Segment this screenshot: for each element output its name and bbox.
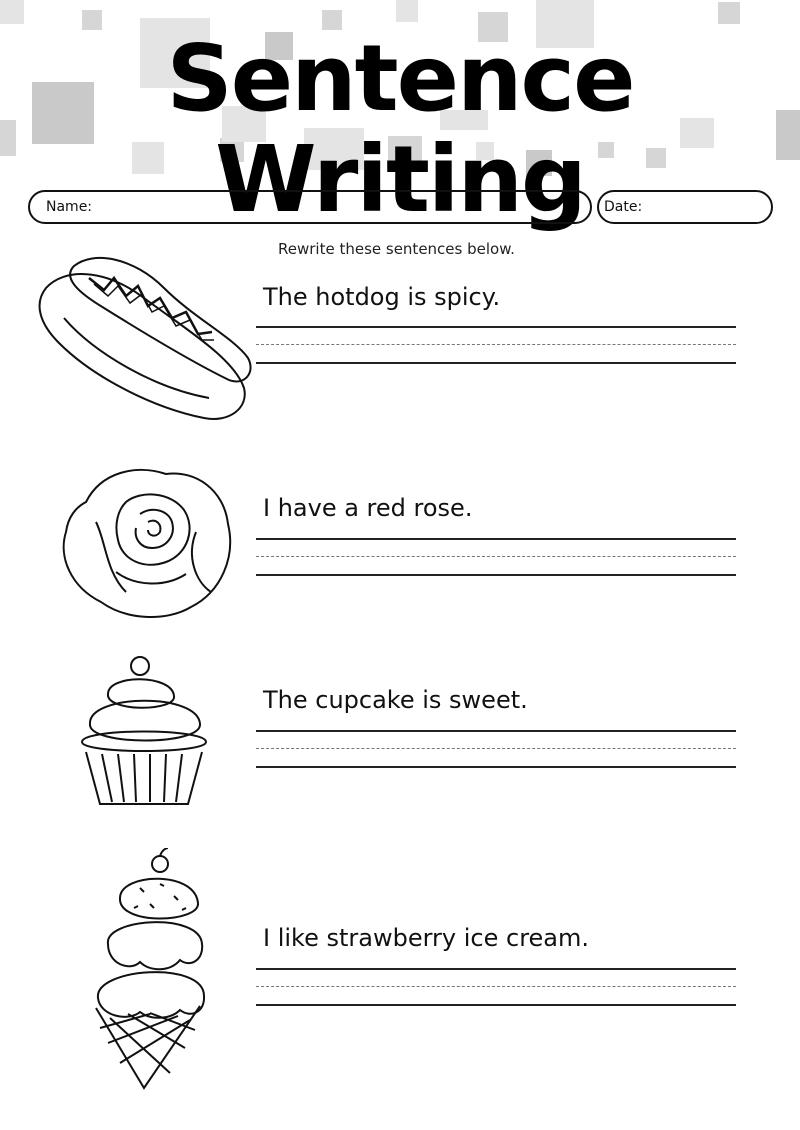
sentence-1: The hotdog is spicy. bbox=[263, 283, 501, 311]
writing-line-bottom[interactable] bbox=[256, 362, 736, 364]
writing-line-middle bbox=[256, 556, 736, 557]
sentence-4: I like strawberry ice cream. bbox=[263, 924, 590, 952]
sentence-3: The cupcake is sweet. bbox=[263, 686, 528, 714]
hotdog-icon bbox=[34, 248, 254, 428]
writing-line-middle bbox=[256, 344, 736, 345]
writing-line-bottom[interactable] bbox=[256, 1004, 736, 1006]
rose-icon bbox=[56, 462, 236, 622]
name-label: Name: bbox=[46, 199, 93, 215]
writing-line-bottom[interactable] bbox=[256, 766, 736, 768]
writing-line-top[interactable] bbox=[256, 730, 736, 732]
writing-line-bottom[interactable] bbox=[256, 574, 736, 576]
sentence-2: I have a red rose. bbox=[263, 494, 473, 522]
writing-line-top[interactable] bbox=[256, 326, 736, 328]
writing-line-middle bbox=[256, 748, 736, 749]
name-field[interactable] bbox=[28, 190, 592, 224]
page-title: Sentence Writing bbox=[166, 25, 634, 234]
cupcake-icon bbox=[78, 654, 210, 814]
date-label: Date: bbox=[604, 199, 643, 215]
writing-line-top[interactable] bbox=[256, 538, 736, 540]
instruction-text: Rewrite these sentences below. bbox=[278, 240, 515, 258]
ice-cream-icon bbox=[90, 848, 210, 1098]
date-field[interactable] bbox=[597, 190, 773, 224]
writing-line-top[interactable] bbox=[256, 968, 736, 970]
writing-line-middle bbox=[256, 986, 736, 987]
